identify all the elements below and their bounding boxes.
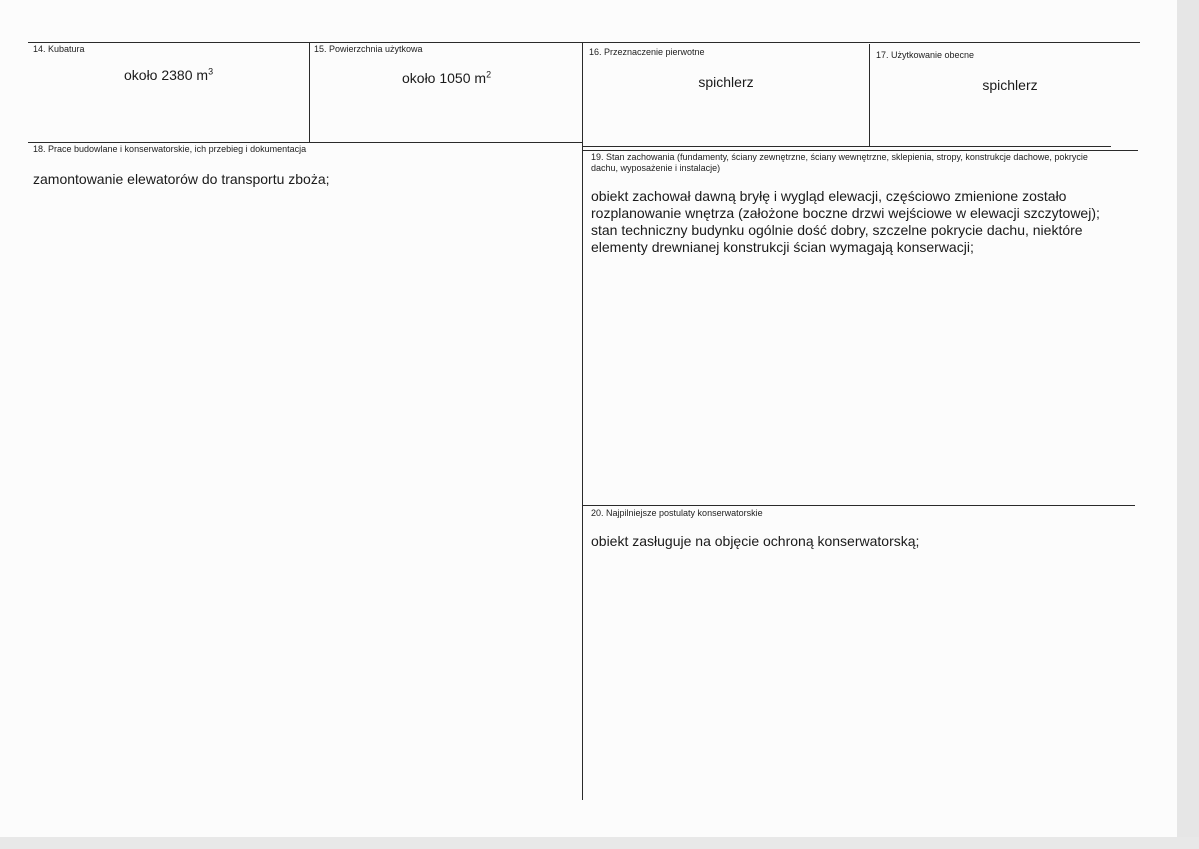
field-value-20: obiekt zasługuje na objęcie ochroną konserwatorską; — [591, 533, 920, 549]
value-text: około 1050 m — [402, 70, 487, 86]
unit-exponent: 2 — [486, 69, 492, 80]
rule-row-19b — [583, 150, 1138, 151]
rule-col-17 — [869, 44, 870, 146]
text-line: obiekt zachował dawną bryłę i wygląd elewacji, częściowo zmienione zostało — [591, 188, 1067, 204]
field-value-19 — [591, 188, 1131, 256]
rule-col-center — [582, 42, 583, 800]
scan-edge — [1177, 0, 1199, 849]
scan-edge — [0, 837, 1199, 849]
rule-col-15 — [309, 42, 310, 142]
field-label-14: 14. Kubatura — [33, 44, 85, 54]
value-text: około 2380 m — [124, 67, 209, 83]
field-value-14 — [124, 67, 213, 83]
unit-exponent: 3 — [208, 66, 214, 77]
rule-row-18 — [28, 142, 583, 143]
field-value-15 — [402, 70, 491, 86]
field-label-16: 16. Przeznaczenie pierwotne — [589, 47, 705, 57]
field-label-19: 19. Stan zachowania (fundamenty, ściany zewnętrzne, ściany wewnętrzne, sklepienia, stropy, konstrukcje dachowe, pokrycie dachu, wyposażenie i instalacje) — [591, 152, 1088, 173]
text-line: rozplanowanie wnętrza (założone boczne drzwi wejściowe w elewacji szczytowej); — [591, 205, 1100, 221]
field-label-20: 20. Najpilniejsze postulaty konserwatorskie — [591, 508, 763, 518]
field-label-15: 15. Powierzchnia użytkowa — [314, 44, 423, 54]
field-value-18: zamontowanie elewatorów do transportu zboża; — [33, 171, 330, 187]
field-value-16: spichlerz — [698, 74, 754, 90]
field-value-17: spichlerz — [982, 77, 1038, 93]
text-line: stan techniczny budynku ogólnie dość dobry, szczelne pokrycie dachu, niektóre — [591, 222, 1083, 238]
rule-top — [28, 42, 1140, 43]
field-label-17: 17. Użytkowanie obecne — [876, 50, 975, 60]
text-line: elementy drewnianej konstrukcji ścian wymagają konserwacji; — [591, 239, 974, 255]
rule-row-19 — [583, 146, 1111, 147]
rule-row-20 — [583, 505, 1135, 506]
field-label-18: 18. Prace budowlane i konserwatorskie, ich przebieg i dokumentacja — [33, 144, 307, 154]
